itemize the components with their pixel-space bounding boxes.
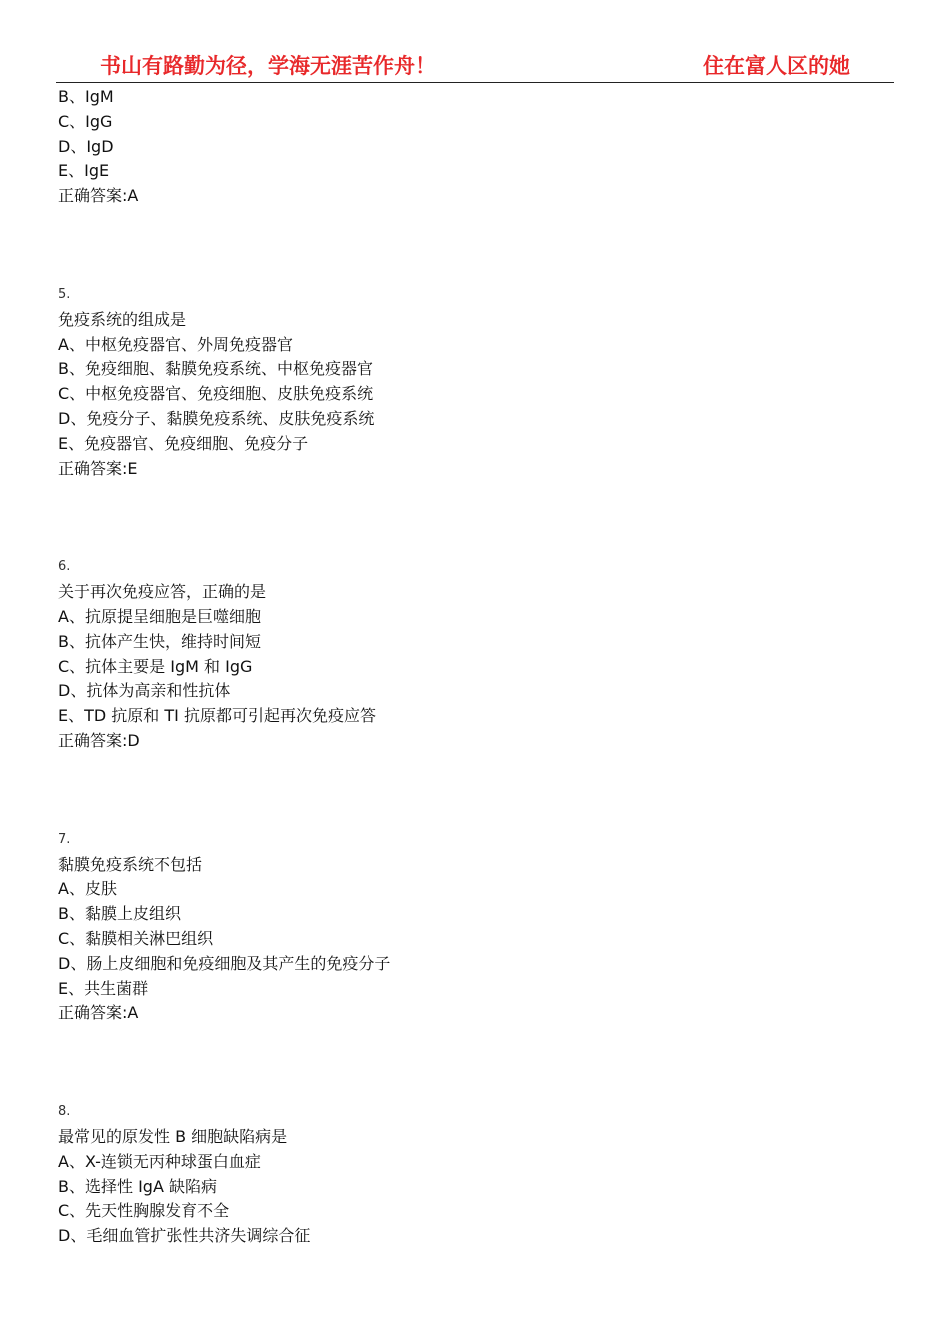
option-a: A、中枢免疫器官、外周免疫器官 bbox=[58, 334, 293, 354]
correct-answer: 正确答案:E bbox=[58, 458, 138, 478]
question-6 bbox=[58, 555, 878, 753]
correct-answer: 正确答案:D bbox=[58, 730, 140, 750]
option-a: A、皮肤 bbox=[58, 879, 117, 899]
question-stem: 关于再次免疫应答，正确的是 bbox=[58, 582, 267, 602]
question-content bbox=[58, 85, 878, 1249]
option-c: C、先天性胸腺发育不全 bbox=[58, 1201, 230, 1221]
question-stem: 黏膜免疫系统不包括 bbox=[58, 854, 203, 874]
header-motto: 书山有路勤为径，学海无涯苦作舟！ bbox=[100, 53, 436, 78]
correct-answer: 正确答案:A bbox=[58, 186, 139, 206]
option-c: C、中枢免疫器官、免疫细胞、皮肤免疫系统 bbox=[58, 384, 374, 404]
option-c: C、IgG bbox=[58, 111, 113, 131]
question-number: 7. bbox=[58, 831, 71, 847]
header-author: 住在富人区的她 bbox=[703, 53, 850, 78]
question-5 bbox=[58, 283, 878, 481]
option-e: E、共生菌群 bbox=[58, 978, 149, 998]
option-a: A、抗原提呈细胞是巨噬细胞 bbox=[58, 606, 261, 626]
question-4-tail bbox=[58, 85, 878, 209]
option-e: E、免疫器官、免疫细胞、免疫分子 bbox=[58, 433, 309, 453]
question-number: 5. bbox=[58, 286, 71, 302]
option-c: C、黏膜相关淋巴组织 bbox=[58, 928, 214, 948]
option-d: D、毛细血管扩张性共济失调综合征 bbox=[58, 1226, 311, 1246]
option-b: B、IgM bbox=[58, 87, 114, 106]
option-d: D、抗体为高亲和性抗体 bbox=[58, 681, 231, 701]
option-e: E、IgE bbox=[58, 161, 110, 181]
option-d: D、免疫分子、黏膜免疫系统、皮肤免疫系统 bbox=[58, 408, 375, 428]
question-stem: 免疫系统的组成是 bbox=[58, 309, 187, 329]
question-8 bbox=[58, 1100, 878, 1249]
page-header bbox=[56, 46, 894, 83]
question-stem: 最常见的原发性 B 细胞缺陷病是 bbox=[58, 1126, 288, 1146]
option-b: B、黏膜上皮组织 bbox=[58, 904, 181, 924]
question-number: 8. bbox=[58, 1104, 71, 1120]
option-d: D、IgD bbox=[58, 136, 114, 156]
option-a: A、X-连锁无丙种球蛋白血症 bbox=[58, 1151, 261, 1171]
option-d: D、肠上皮细胞和免疫细胞及其产生的免疫分子 bbox=[58, 953, 391, 973]
question-7 bbox=[58, 828, 878, 1026]
option-b: B、免疫细胞、黏膜免疫系统、中枢免疫器官 bbox=[58, 359, 373, 379]
option-e: E、TD 抗原和 TI 抗原都可引起再次免疫应答 bbox=[58, 706, 376, 726]
option-b: B、抗体产生快，维持时间短 bbox=[58, 631, 261, 651]
option-b: B、选择性 IgA 缺陷病 bbox=[58, 1176, 217, 1196]
option-c: C、抗体主要是 IgM 和 IgG bbox=[58, 656, 253, 676]
question-number: 6. bbox=[58, 559, 71, 575]
correct-answer: 正确答案:A bbox=[58, 1003, 139, 1023]
